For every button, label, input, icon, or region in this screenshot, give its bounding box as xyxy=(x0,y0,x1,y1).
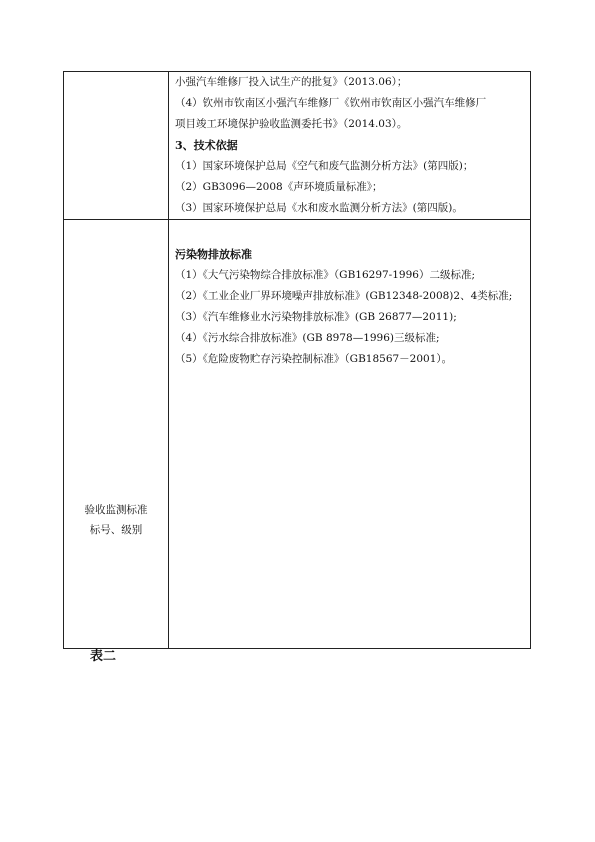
standards-content-cell xyxy=(169,220,531,649)
standard-item: （5）《危险废物贮存污染控制标准》（GB18567－2001）。 xyxy=(175,353,453,365)
table-caption: 表二 xyxy=(90,649,117,664)
monitoring-table xyxy=(63,71,531,649)
row-label-line: 验收监测标准 xyxy=(84,504,148,516)
basis-line: 项目竣工环境保护验收监测委托书》（2014.03）。 xyxy=(175,118,408,130)
tech-basis-item: （3）国家环境保护总局《水和废水监测分析方法》(第四版)。 xyxy=(175,202,463,214)
tech-basis-item: （1）国家环境保护总局《空气和废气监测分析方法》(第四版)； xyxy=(175,160,474,172)
row-label-line: 标号、级别 xyxy=(89,524,143,536)
basis-label-cell xyxy=(64,72,169,220)
standards-row xyxy=(64,220,531,649)
basis-row xyxy=(64,72,531,220)
standards-label-cell xyxy=(64,220,169,649)
standard-item: （4）《污水综合排放标准》(GB 8978—1996)三级标准; xyxy=(175,332,440,344)
standard-item: （3）《汽车维修业水污染物排放标准》(GB 26877—2011); xyxy=(175,311,457,323)
basis-line: （4）钦州市钦南区小强汽车维修厂《钦州市钦南区小强汽车维修厂 xyxy=(175,97,487,109)
standard-item: （1）《大气污染物综合排放标准》（GB16297-1996）二级标准; xyxy=(175,269,475,281)
basis-line: 小强汽车维修厂投入试生产的批复》（2013.06）； xyxy=(175,76,408,88)
tech-basis-item: （2）GB3096—2008《声环境质量标准》； xyxy=(175,181,383,193)
tech-basis-heading: 3、技术依据 xyxy=(175,139,238,152)
basis-content-cell xyxy=(169,72,531,220)
emission-standards-heading: 污染物排放标准 xyxy=(175,248,252,261)
standard-item: （2）《工业企业厂界环境噪声排放标准》(GB12348-2008)2、4类标准; xyxy=(175,290,513,302)
